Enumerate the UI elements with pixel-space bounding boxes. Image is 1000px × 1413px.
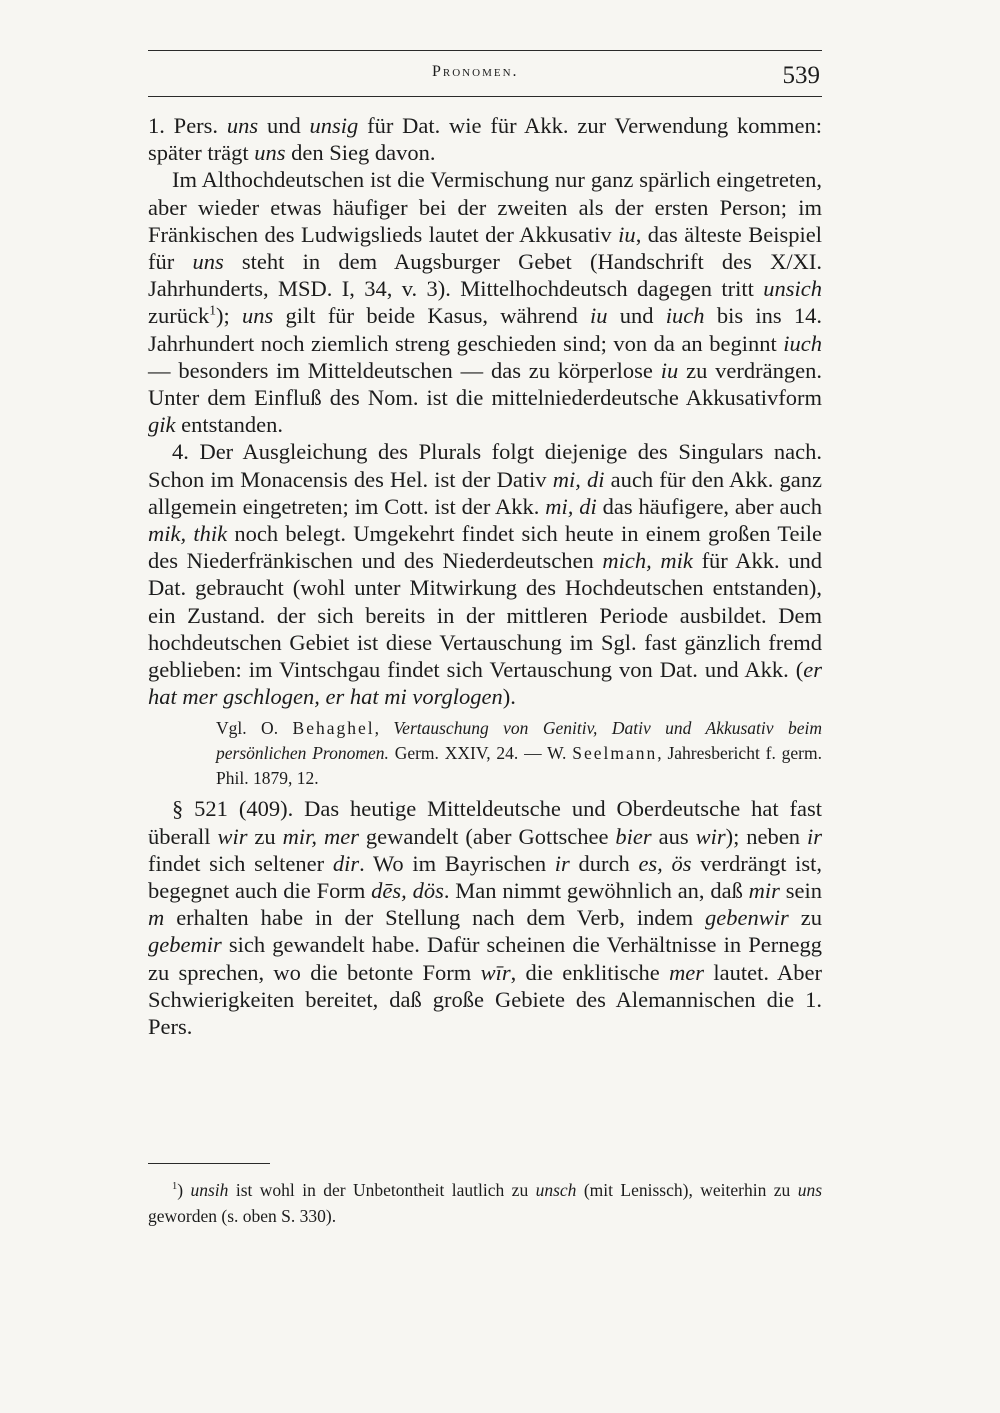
paragraph: 1. Pers. uns und unsig für Dat. wie für Akk. zur Verwendung kommen: später trägt uns den Sieg davon. [148,113,823,166]
footnote-rule [148,1163,270,1164]
paragraph: 4. Der Ausgleichung des Plurals folgt diejenige des Singulars nach. Schon im Monacensis des Hel. ist der Dativ mi, di auch für den Akk. ganz allgemein eingetreten; im Cott. ist der Akk. mi, di das häufigere, aber auch mik, thik noch belegt. Umgekehrt findet sich heute in einem großen Teile des Niederfränkischen und des Niederdeutschen mich, mik für Akk. und Dat. gebraucht (wohl unter Mitwirkung des Hochdeutschen entstanden), ein Zustand. der sich bereits in der mittleren Periode ausbildet. Dem hochdeutschen Gebiet ist diese Vertauschung im Sgl. fast gänzlich fremd geblieben: im Vintschgau findet sich Vertauschung von Dat. und Akk. (er hat mer gschlogen, er hat mi vorglogen). [148,439,822,710]
running-title: Pronomen. [432,63,519,80]
page-number: 539 [782,62,820,89]
top-rule [148,50,822,51]
paragraph: Im Althochdeutschen ist die Vermischung nur ganz spärlich eingetreten, aber wieder etwas häufiger bei der zweiten als der ersten Person; im Fränkischen des Ludwigslieds lautet der Akkusativ iu, das älteste Beispiel für uns steht in dem Augsburger Gebet (Handschrift des X/XI. Jahrhunderts, MSD. I, 34, v. 3). Mittelhochdeutsch dagegen tritt unsich zurück$^1$); uns gilt für beide Kasus, während iu und iuch bis ins 14. Jahrhundert noch ziemlich streng geschieden sind; von da an beginnt iuch — besonders im Mitteldeutschen — das zu körperlose iu zu verdrängen. Unter dem Einfluß des Nom. ist die mittelniederdeutsche Akkusativform gik entstanden. [148,167,823,438]
running-head [148,60,822,94]
body-text [148,112,822,1040]
footnote [148,1178,822,1229]
reference-note: Vgl. O. Behaghel, Vertauschung von Genitiv, Dativ und Akkusativ beim persönlichen Pronomen. Germ. XXIV, 24. — W. Seelmann, Jahresbericht f. germ. Phil. 1879, 12. [216,718,823,789]
header-rule [148,96,822,97]
paragraph: § 521 (409). Das heutige Mitteldeutsche und Oberdeutsche hat fast überall wir zu mir, mer gewandelt (aber Gottschee bier aus wir); neben ir findet sich seltener dir. Wo im Bayrischen ir durch es, ös verdrängt ist, begegnet auch die Form dēs, dös. Man nimmt gewöhnlich an, daß mir sein m erhalten habe in der Stellung nach dem Verb, indem gebenwir zu gebemir sich gewandelt habe. Dafür scheinen die Verhältnisse in Pernegg zu sprechen, wo die betonte Form wīr, die enklitische mer lautet. Aber Schwierigkeiten bereitet, daß große Gebiete des Alemannischen die 1. Pers. [148,796,823,1040]
footnote-text: $^1$) unsih ist wohl in der Unbetontheit lautlich zu unsch (mit Lenissch), weiterhin zu uns geworden (s. oben S. 330). [148,1180,822,1226]
